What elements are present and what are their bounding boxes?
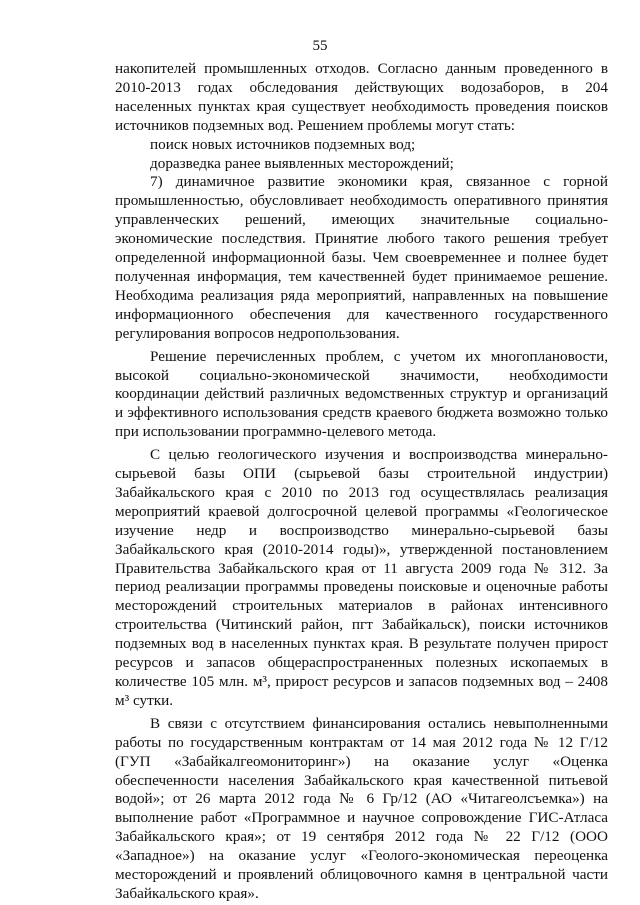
paragraph-unfinished-contracts: В связи с отсутствием финансирования остались невыполненными работы по государственным контрактам от 14 мая 2012 года № 12 Г/12 (ГУП «Забайкалгеомониторинг») на оказание услуг «Оценка обеспеченности населения Забайкальского края качественной питьевой водой»; от 26 марта 2012 года № 6 Гр/12 (АО «Читагеолсъемка») на выполнение работ «Программное и научное сопровождение ГИС-Атласа Забайкальского края»; от 19 сентября 2012 года № 22 Г/12 (ООО «Западное») на оказание услуг «Геолого-экономическая переоценка месторождений и проявлений облицовочного камня в центральной части Забайкальского края».	[115, 714, 608, 902]
paragraph-waste-storage: накопителей промышленных отходов. Согласно данным проведенного в 2010-2013 годах обследования действующих водозаборов, в 204 населенных пунктах края существует необходимость проведения поисков источников подземных вод. Решением проблемы могут стать:	[115, 60, 608, 134]
list-item-additional-exploration: доразведка ранее выявленных месторождений;	[150, 154, 454, 172]
body-text	[115, 60, 608, 904]
page-number: 55	[312, 38, 328, 54]
paragraph-item-7-mining: 7) динамичное развитие экономики края, связанное с горной промышленностью, обусловливает необходимость оперативного принятия управленческих решений, имеющих значительные социально-экономические последствия. Принятие любого такого решения требует определенной информационной базы. Чем своевременнее и полнее будет полученная информация, тем качественней будет принимаемое решение. Необходима реализация ряда мероприятий, направленных на повышение информационного обеспечения для качественного государственного регулирования вопросов недропользования.	[115, 173, 608, 342]
paragraph-program-method: Решение перечисленных проблем, с учетом их многоплановости, высокой социально-экономической значимости, необходимости координации действий различных ведомственных структур и организаций и эффективного использования средств краевого бюджета возможно только при использовании программно-целевого метода.	[115, 347, 608, 441]
list-item-groundwater-search: поиск новых источников подземных вод;	[150, 135, 416, 153]
paragraph-program-results: С целью геологического изучения и воспроизводства минерально-сырьевой базы ОПИ (сырьевой базы строительной индустрии) Забайкальского края с 2010 по 2013 год осуществлялась реализация мероприятий краевой долгосрочной целевой программы «Геологическое изучение недр и воспроизводство минерально-сырьевой базы Забайкальского края (2010-2014 годы)», утвержденной постановлением Правительства Забайкальского края от 11 августа 2009 года № 312. За период реализации программы проведены поисковые и оценочные работы месторождений строительных материалов в районах интенсивного строительства (Читинский район, пгт Забайкальск), поиски источников подземных вод в населенных пунктах края. В результате получен прирост ресурсов и запасов общераспространенных полезных ископаемых в количестве 105 млн. м³, прирост ресурсов и запасов подземных вод – 2408 м³ сутки.	[115, 446, 608, 709]
